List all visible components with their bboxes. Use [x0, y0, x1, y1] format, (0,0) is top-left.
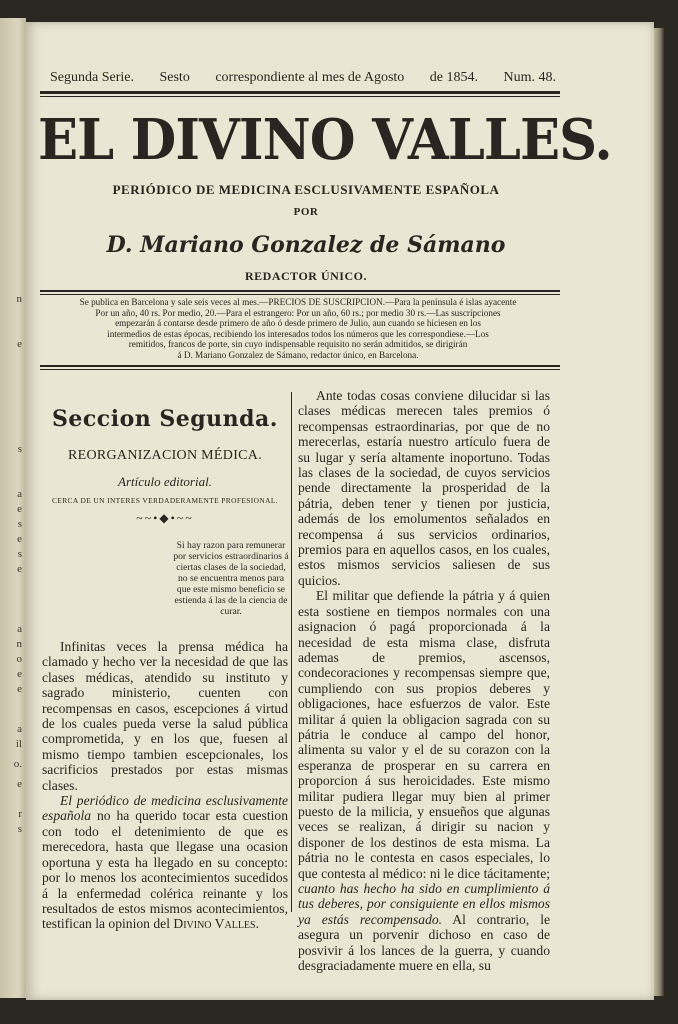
right-paragraph-2 [298, 588, 550, 973]
masthead-title: EL DIVINO VALLES. [38, 107, 612, 173]
prev-page-fragment: n [16, 293, 22, 305]
left-paragraph-2-body: no ha querido tocar esta cuestion con todo el detenimiento de que es merecedora, hasta que llegase una ocasion oportuna y esta ha llegado en su concepto: por lo menos los acontecimientos sucedidos á la enfermedad colérica reinante y los resultados de estos mismos acontecimientos, testifican la opinion del [42, 808, 288, 932]
masthead-author: D. Mariano Gonzalez de Sámano [106, 232, 506, 258]
prev-page-fragment: a [17, 723, 22, 735]
prev-page-fragment: e [17, 533, 22, 545]
masthead-por: POR [293, 206, 319, 218]
sequence-label: Sesto [159, 70, 190, 85]
left-paragraph-2 [42, 793, 288, 932]
left-paragraph-1: Infinitas veces la prensa médica ha clamado y hecho ver la necesidad de que las clases médicas, atendido su instituto y sagrado ministerio, cuenten con recompensas en casos, escepciones á virtud de los cuales pueda verse la salud pública comprometida, y en los que, fuesen al mismo tiempo tambien escepcionales, los sacrificios prestados por estas mismas clases. [42, 639, 288, 793]
issue-number: Num. 48. [503, 70, 556, 85]
prev-page-fragment: o. [13, 758, 22, 770]
prev-page-fragment: e [17, 503, 22, 515]
left-column [42, 388, 288, 932]
subscription-line: á D. Mariano Gonzalez de Sámano, redactor único, en Barcelona. [177, 349, 419, 360]
prev-page-fragment: il [15, 738, 22, 750]
right-column [298, 388, 550, 973]
subscription-rule-top-thin [40, 294, 560, 295]
right-paragraph-1: Ante todas cosas conviene dilucidar si las clases médicas merecen tales premios ó recompensas estraordinarias, por que de no merecerlas, estaría nuestro artículo fuera de su lugar y sería altamente inoportuno. Todas las clases de la sociedad, de cuyos servicios pende directamente la prosperidad de la pátria, deben tener y tienen por justicia, además de los emolumentos señalados en recompensa á sus servicios ordinarios, premios para en aquellos casos, en los cuales, estos mismos servicios saliesen de sus quicios. [298, 388, 550, 588]
prev-page-fragment: n [16, 638, 22, 650]
prev-page-fragment: e [17, 683, 22, 695]
article-type: Artículo editorial. [118, 474, 212, 489]
subscription-rule-bottom [40, 365, 560, 367]
journal-name: Divino Valles. [173, 916, 259, 932]
article-title: REORGANIZACION MÉDICA. [67, 448, 263, 463]
prev-page-fragment: s [17, 518, 22, 530]
prev-page-fragment: s [17, 823, 22, 835]
year-label: de 1854. [429, 70, 478, 85]
epigraph: Si hay razon para remunerar por servicios estraordinarios á ciertas clases de la sociedad, no se encuentra menos para que este mismo beneficio se estienda á las de la ciencia de curar. [173, 540, 289, 617]
prev-page-fragment: s [17, 548, 22, 560]
ornament-divider: ~~•◆•~~ [136, 511, 194, 525]
prev-page-fragment: s [17, 443, 22, 455]
prev-page-fragment: e [17, 778, 22, 790]
subscription-line: remitidos, francos de porte, sin cuyo indispensable requisito no serán admitidos, se dirigirán [128, 339, 468, 350]
issue-header [50, 70, 556, 86]
column-divider [291, 392, 292, 912]
section-title: Seccion Segunda. [52, 406, 278, 432]
prev-page-fragment: o [16, 653, 22, 665]
subscription-line: Por un año, 40 rs. Por medio, 20.—Para el estrangero: Por un año, 60 rs.; por medio 30 rs.—Las suscripciones [95, 307, 501, 318]
prev-page-fragment: a [17, 488, 22, 500]
page-edge-shadow [654, 28, 664, 996]
newspaper-page [26, 22, 654, 1000]
subscription-notice [40, 297, 556, 361]
header-rule-thick [40, 91, 560, 94]
subscription-line: empezarán á contarse desde primero de año ó desde primero de Julio, aun cuando se hiciesen en los [115, 318, 481, 329]
article-kicker: CERCA DE UN INTERES VERDADERAMENTE PROFESIONAL. [51, 496, 279, 505]
prev-page-fragment: e [17, 563, 22, 575]
previous-page-edge [0, 18, 26, 998]
prev-page-fragment: e [17, 668, 22, 680]
periodical-name-italic: El periódico de medicina esclusivamente española [42, 793, 288, 824]
right-paragraph-2-italic: cuanto has hecho ha sido en cumplimiento á tus deberes, por consiguiente en ellos mismos ya estás recompensado. [298, 881, 550, 927]
prev-page-fragment: r [18, 808, 22, 820]
subscription-line: intermedios de estas épocas, recibiendo los interesados todos los números que les correspondiese.—Los [107, 328, 489, 339]
month-label: correspondiente al mes de Agosto [215, 70, 405, 85]
subscription-rule-bottom-thin [40, 369, 560, 370]
masthead-subtitle: PERIÓDICO DE MEDICINA ESCLUSIVAMENTE ESPAÑOLA [112, 182, 500, 197]
masthead-role: REDACTOR ÚNICO. [245, 269, 367, 283]
series-label: Segunda Serie. [50, 70, 134, 85]
subscription-rule-top [40, 290, 560, 292]
prev-page-fragment: a [17, 623, 22, 635]
subscription-line: Se publica en Barcelona y sale seis veces al mes.—PRECIOS DE SUSCRIPCION.—Para la península é islas ayacente [79, 297, 517, 307]
right-paragraph-2-end: Al contrario, le asegura un porvenir dichoso en caso de posvivir á los lances de la guerra, y cuando desgraciadamente muere en ella, su [298, 911, 551, 974]
right-paragraph-2-body: El militar que defiende la pátria y á quien esta sostiene en tiempos normales con una asignacion ó pagá proporcionada á la necesidad de esta misma clase, disfruta ademas de premios, ascensos, condecoraciones y recompensas siempre que, cumpliendo con sus propios deberes y obligaciones, hace esfuerzos de valor. Este militar á quien la obligacion sagrada con su pátria le conduce al campo del honor, alimenta su valor y el de su corazon con la esperanza de prosperar en su carrera en proporcion á sus heroicidades. Este mismo militar pudiera llegar muy bien al primer puesto de la milicia, y ensueños que algunas veces se realizan, á dirigir su nacion y disponer de los destinos de esta misma. La pátria no le contesta en casos especiales, lo que contesta al médico: ni le dice tácitamente; [298, 588, 550, 881]
header-rule-thin [40, 96, 560, 97]
prev-page-fragment: e [17, 338, 22, 350]
